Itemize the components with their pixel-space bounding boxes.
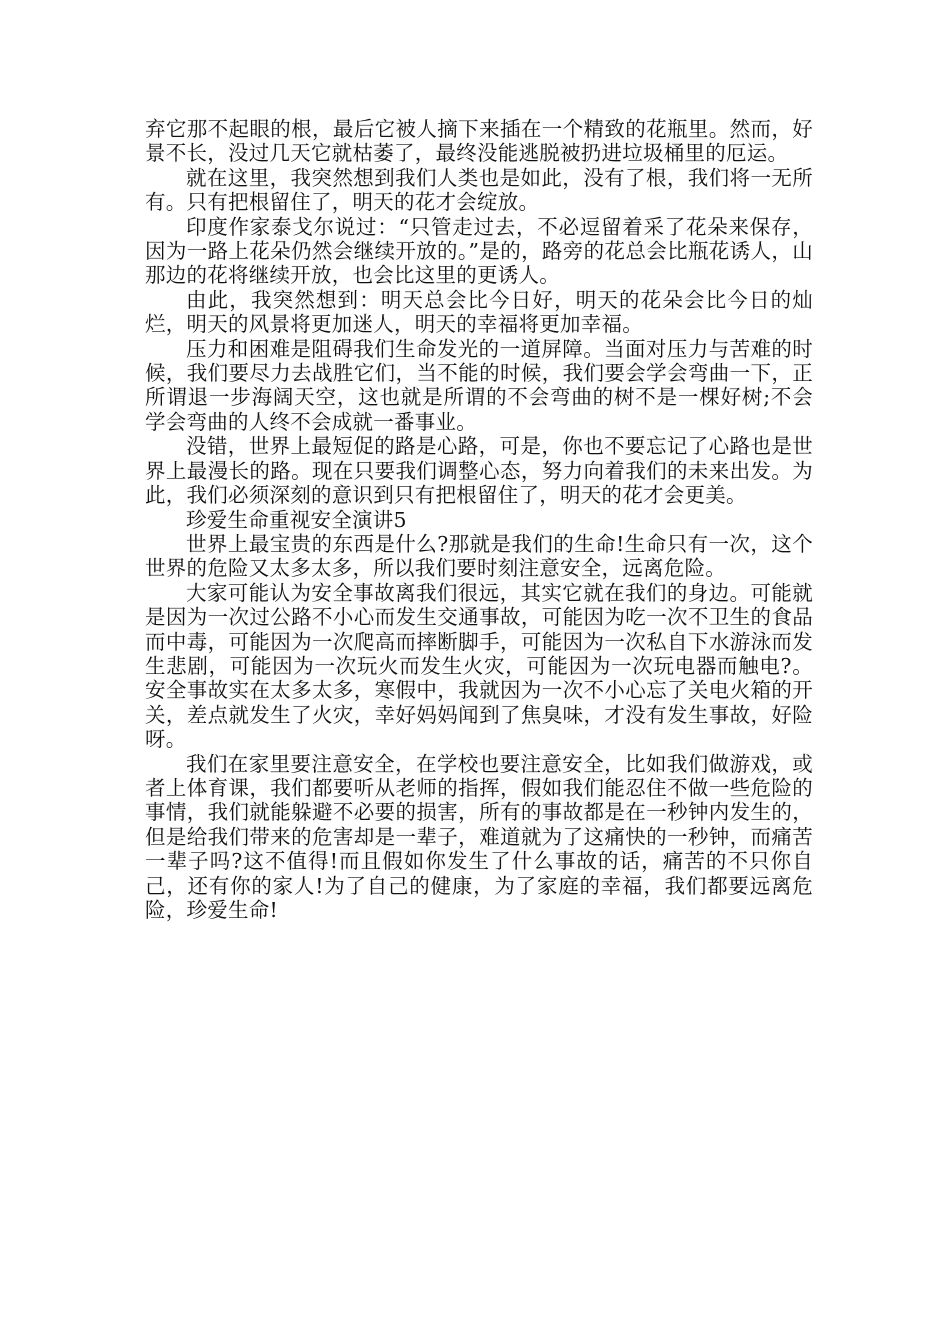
paragraph-5: 压力和困难是阻碍我们生命发光的一道屏障。当面对压力与苦难的时候，我们要尽力去战胜它们，当不能的时候，我们要会学会弯曲一下，正所谓退一步海阔天空，这也就是所谓的不会弯曲的树不是一棵好树;不会学会弯曲的人终不会成就一番事业。 bbox=[145, 336, 813, 434]
paragraph-6: 没错，世界上最短促的路是心路，可是，你也不要忘记了心路也是世界上最漫长的路。现在只要我们调整心态，努力向着我们的未来出发。为此，我们必须深刻的意识到只有把根留住了，明天的花才会更美。 bbox=[145, 434, 813, 508]
paragraph-3: 印度作家泰戈尔说过：“只管走过去，不必逗留着采了花朵来保存，因为一路上花朵仍然会继续开放的。”是的，路旁的花总会比瓶花诱人，山那边的花将继续开放，也会比这里的更诱人。 bbox=[145, 214, 813, 288]
section-heading: 珍爱生命重视安全演讲5 bbox=[186, 507, 407, 532]
paragraph-8: 大家可能认为安全事故离我们很远，其实它就在我们的身边。可能就是因为一次过公路不小心而发生交通事故，可能因为吃一次不卫生的食品而中毒，可能因为一次爬高而摔断脚手，可能因为一次私自下水游泳而发生悲剧，可能因为一次玩火而发生火灾，可能因为一次玩电器而触电?。安全事故实在太多太多，寒假中，我就因为一次不小心忘了关电火箱的开关，差点就发生了火灾，幸好妈妈闻到了焦臭味，才没有发生事故，好险呀。 bbox=[145, 580, 813, 752]
paragraph-2: 就在这里，我突然想到我们人类也是如此，没有了根，我们将一无所有。只有把根留住了，明天的花才会绽放。 bbox=[145, 165, 813, 215]
paragraph-9: 我们在家里要注意安全，在学校也要注意安全，比如我们做游戏，或者上体育课，我们都要听从老师的指挥，假如我们能忍住不做一些危险的事情，我们就能躲避不必要的损害，所有的事故都是在一秒钟内发生的，但是给我们带来的危害却是一辈子，难道就为了这痛快的一秒钟，而痛苦一辈子吗?这不值得!而且假如你发生了什么事故的话，痛苦的不只你自己，还有你的家人!为了自己的健康，为了家庭的幸福，我们都要远离危险，珍爱生命! bbox=[145, 751, 813, 922]
paragraph-7: 世界上最宝贵的东西是什么?那就是我们的生命!生命只有一次，这个世界的危险又太多太多，所以我们要时刻注意安全，远离危险。 bbox=[145, 531, 813, 581]
paragraph-4: 由此，我突然想到：明天总会比今日好，明天的花朵会比今日的灿烂，明天的风景将更加迷人，明天的幸福将更加幸福。 bbox=[145, 287, 813, 337]
paragraph-1: 弃它那不起眼的根，最后它被人摘下来插在一个精致的花瓶里。然而，好景不长，没过几天它就枯萎了，最终没能逃脱被扔进垃圾桶里的厄运。 bbox=[145, 117, 813, 166]
document-page bbox=[145, 117, 813, 922]
